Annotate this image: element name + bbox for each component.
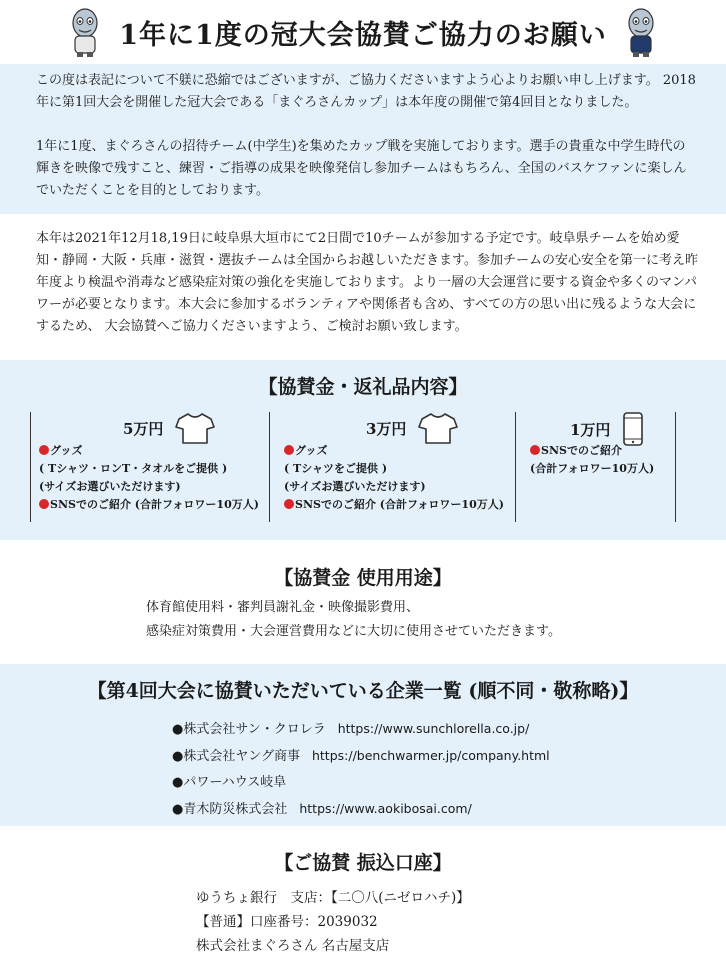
tiers-title: 【協賛金・返礼品内容】	[258, 376, 468, 398]
usage-line-1: 体育館使用料・審判員謝礼金・映像撮影費用、	[146, 600, 420, 615]
tier-goods: グッズ	[284, 442, 504, 460]
tier-size-note: (サイズお選びいただけます)	[39, 480, 181, 493]
list-item	[172, 770, 550, 796]
bullet-dot	[284, 499, 294, 509]
bank-line-1: ゆうちょ銀行 支店：【二〇八(ニゼロハチ)】	[196, 890, 470, 906]
sponsors-title: 【第4回大会に協賛いただいている企業一覧 (順不同・敬称略)】	[87, 680, 639, 702]
tier-goods: グッズ	[39, 442, 259, 460]
bullet-dot	[530, 445, 540, 455]
sponsor-list	[172, 716, 550, 823]
bullet-dot	[39, 499, 49, 509]
tier-size-note: (サイズお選びいただけます)	[284, 480, 426, 493]
tier-heading-3	[570, 412, 644, 446]
tier-column-2	[276, 412, 516, 522]
tier-amount: 1万円	[570, 420, 611, 439]
bank-title: 【ご協賛 振込口座】	[274, 852, 452, 874]
sponsor-name: ●株式会社サン・クロレラ	[172, 722, 326, 737]
tier-heading-2	[366, 412, 458, 444]
tier-goods-detail: ( Tシャツ・ロンT・タオルをご提供 )	[39, 462, 228, 475]
plan-paragraph: 本年は2021年12月18,19日に岐阜県大垣市にて2日間で10チームが参加する予定です。岐阜県チームを始め愛知・静岡・大阪・兵庫・滋賀・選抜チームは全国からお越しいただきます。参加チームの安心安全を第一に考え昨年度より検温や消毒など感染症対策の強化を実施しております。より一層の大会運営に要する資金や多くのマンパワーが必要となります。本大会に参加するボランティアや関係者も含め、すべての方の思い出に残るような大会にするため、 大会協賛へご協力くださいますよう、ご検討お願い致します。	[36, 231, 698, 334]
bank-line-2: 【普通】口座番号：2039032	[196, 914, 378, 930]
tier-amount: 5万円	[123, 419, 164, 438]
sponsor-url-link[interactable]: https://www.sunchlorella.co.jp/	[337, 721, 530, 736]
sponsor-name: ●パワーハウス岐阜	[172, 775, 287, 790]
list-item	[172, 743, 550, 770]
page-header	[0, 0, 726, 64]
sponsor-name: ●株式会社ヤング商事	[172, 749, 300, 764]
tier-amount: 3万円	[366, 419, 407, 438]
bullet-dot	[39, 445, 49, 455]
smartphone-icon	[622, 412, 644, 446]
sponsor-url-link[interactable]: https://www.aokibosai.com/	[299, 801, 472, 816]
tier-goods-detail: ( Tシャツをご提供 )	[284, 462, 388, 475]
tier-sns: SNSでのご紹介 (合計フォロワー10万人)	[284, 496, 504, 514]
bank-details	[196, 886, 470, 958]
mascot-right-icon	[621, 6, 661, 58]
page-title: 1年に1度の冠大会協賛ご協力のお願い	[119, 19, 607, 51]
list-item	[172, 796, 550, 823]
mascot-left-icon	[65, 6, 105, 58]
sponsor-url-link[interactable]: https://benchwarmer.jp/company.html	[311, 748, 550, 763]
tier-column-3	[522, 412, 676, 522]
intro-paragraph-2: 1年に1度、まぐろさんの招待チーム(中学生)を集めたカップ戦を実施しております。選手の貴重な中学生時代の輝きを映像で残すこと、練習・ご指導の成果を映像発信し参加チームはもちろん、全国のバスケファンに楽しんでいただくことを目的としております。	[36, 139, 687, 198]
tier-column-1	[30, 412, 270, 522]
sponsor-name: ●青木防災株式会社	[172, 802, 288, 817]
bank-line-3: 株式会社まぐろさん 名古屋支店	[196, 938, 390, 954]
tshirt-icon	[418, 412, 458, 444]
tier-sns: SNSでのご紹介 (合計フォロワー10万人)	[39, 496, 259, 514]
usage-text	[146, 596, 561, 644]
tier-sns-detail: (合計フォロワー10万人)	[530, 462, 655, 475]
tshirt-icon	[175, 412, 215, 444]
bullet-dot	[284, 445, 294, 455]
intro-paragraph-1: この度は表記について不躾に恐縮ではございますが、ご協力くださいますよう心よりお願い申し上げます。 2018年に第1回大会を開催した冠大会である「まぐろさんカップ」は本年度の開催で第4回目となりました。	[36, 73, 696, 110]
usage-line-2: 感染症対策費用・大会運営費用などに大切に使用させていただきます。	[146, 624, 561, 639]
tier-heading-1	[123, 412, 215, 444]
usage-title: 【協賛金 使用用途】	[274, 567, 452, 589]
list-item	[172, 716, 550, 743]
tier-sns: SNSでのご紹介	[530, 442, 654, 460]
